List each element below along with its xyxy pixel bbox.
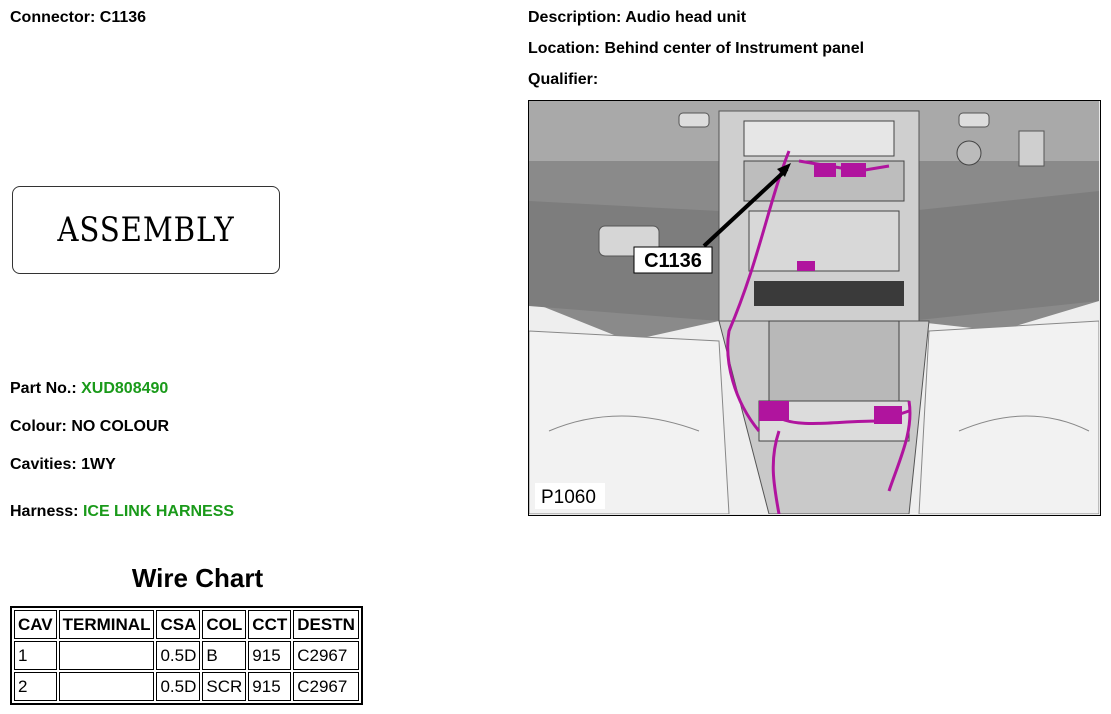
- wire-chart-title: Wire Chart: [131, 563, 264, 593]
- colour-line: [10, 418, 169, 436]
- cell-destn: C2967: [293, 672, 359, 701]
- header-cct: CCT: [248, 610, 291, 639]
- description-value: Audio head unit: [625, 9, 747, 26]
- cell-cct: 915: [248, 672, 291, 701]
- wire-chart-table: [10, 606, 363, 705]
- harness-label: Harness:: [10, 503, 79, 520]
- cell-cct: 915: [248, 641, 291, 670]
- cavities-line: [10, 456, 116, 474]
- connector-line: [10, 9, 146, 27]
- part-no-link[interactable]: XUD808490: [81, 380, 169, 397]
- assembly-text: ASSEMBLY: [57, 210, 235, 250]
- cell-col: B: [202, 641, 246, 670]
- qualifier-line: [528, 71, 598, 89]
- cell-csa: 0.5D: [156, 672, 200, 701]
- cell-cav: 1: [14, 641, 57, 670]
- connector-label: Connector:: [10, 9, 96, 26]
- colour-label: Colour:: [10, 418, 67, 435]
- assembly-box: [12, 186, 280, 274]
- table-row: [14, 672, 359, 701]
- header-destn: DESTN: [293, 610, 359, 639]
- colour-value: NO COLOUR: [71, 418, 170, 435]
- cell-col: SCR: [202, 672, 246, 701]
- description-label: Description:: [528, 9, 622, 26]
- harness-line: [10, 503, 234, 521]
- location-label: Location:: [528, 40, 600, 57]
- figure-id: P1060: [541, 487, 596, 508]
- header-terminal: TERMINAL: [59, 610, 155, 639]
- callout-label: C1136: [644, 250, 702, 272]
- location-line: [528, 40, 864, 58]
- dashboard-illustration: [529, 101, 1099, 514]
- header-col: COL: [202, 610, 246, 639]
- header-csa: CSA: [156, 610, 200, 639]
- qualifier-label: Qualifier:: [528, 71, 599, 88]
- harness-link[interactable]: ICE LINK HARNESS: [82, 503, 235, 520]
- cell-terminal: [59, 672, 155, 701]
- part-no-label: Part No.:: [10, 380, 77, 397]
- cell-csa: 0.5D: [156, 641, 200, 670]
- part-no-line: [10, 380, 168, 398]
- header-cav: CAV: [14, 610, 57, 639]
- cavities-label: Cavities:: [10, 456, 77, 473]
- cell-destn: C2967: [293, 641, 359, 670]
- cell-cav: 2: [14, 672, 57, 701]
- location-image: [528, 100, 1101, 516]
- description-line: [528, 9, 746, 27]
- location-value: Behind center of Instrument panel: [604, 40, 865, 57]
- table-row: [14, 641, 359, 670]
- cell-terminal: [59, 641, 155, 670]
- cavities-value: 1WY: [81, 456, 116, 473]
- wire-chart-header-row: [14, 610, 359, 639]
- connector-value: C1136: [99, 9, 147, 26]
